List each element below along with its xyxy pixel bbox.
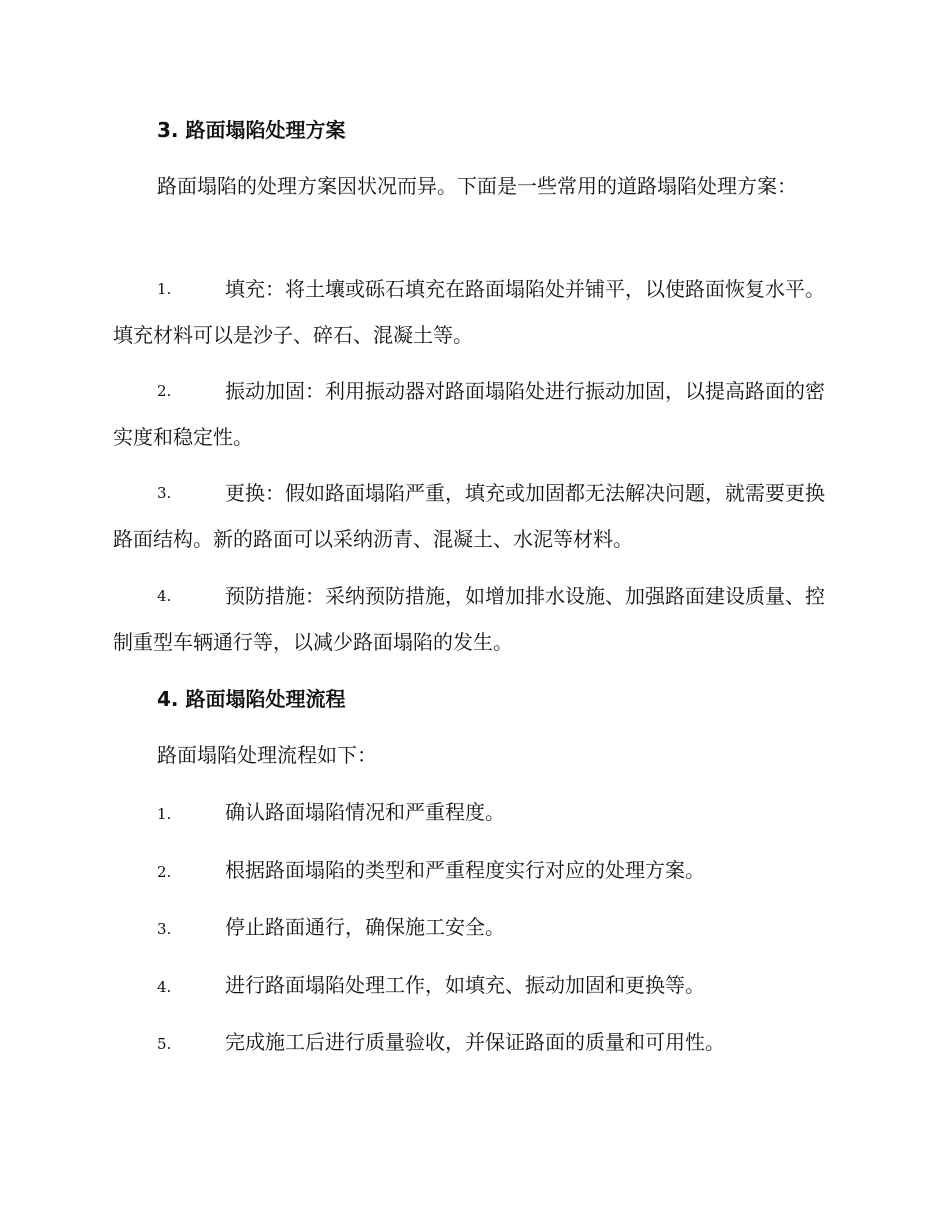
list-item-number: 4. xyxy=(157,978,172,996)
list-item-text: 填充：将土壤或砾石填充在路面塌陷处并铺平，以使路面恢复水平。填充材料可以是沙子、碎石、混凝土等。 xyxy=(113,277,825,347)
list-item-number: 2. xyxy=(157,382,172,400)
section-4-title: 4. 路面塌陷处理流程 xyxy=(157,687,346,711)
list-item-text: 停止路面通行，确保施工安全。 xyxy=(225,915,505,939)
list-item-text: 确认路面塌陷情况和严重程度。 xyxy=(225,800,505,824)
list-item-number: 2. xyxy=(157,863,172,881)
list-item-text: 根据路面塌陷的类型和严重程度实行对应的处理方案。 xyxy=(225,858,705,882)
section-4-intro: 路面塌陷处理流程如下： xyxy=(157,743,377,767)
list-item xyxy=(113,573,838,665)
list-item-text: 振动加固：利用振动器对路面塌陷处进行振动加固，以提高路面的密实度和稳定性。 xyxy=(113,379,825,449)
list-item xyxy=(113,470,838,562)
list-item-text: 更换：假如路面塌陷严重，填充或加固都无法解决问题，就需要更换路面结构。新的路面可以采纳沥青、混凝土、水泥等材料。 xyxy=(113,481,825,551)
list-item-number: 5. xyxy=(157,1035,172,1053)
section-3-intro: 路面塌陷的处理方案因状况而异。下面是一些常用的道路塌陷处理方案： xyxy=(157,174,797,198)
section-3-title: 3. 路面塌陷处理方案 xyxy=(157,118,346,142)
list-item xyxy=(113,266,838,358)
list-item-number: 4. xyxy=(157,587,172,605)
list-item-number: 1. xyxy=(157,805,172,823)
list-item xyxy=(113,368,838,460)
list-item-number: 3. xyxy=(157,484,172,502)
list-item-number: 1. xyxy=(157,280,172,298)
list-item-text: 进行路面塌陷处理工作，如填充、振动加固和更换等。 xyxy=(225,973,705,997)
list-item-text: 预防措施：采纳预防措施，如增加排水设施、加强路面建设质量、控制重型车辆通行等，以减少路面塌陷的发生。 xyxy=(113,584,825,654)
list-item-text: 完成施工后进行质量验收，并保证路面的质量和可用性。 xyxy=(225,1030,725,1054)
list-item-number: 3. xyxy=(157,920,172,938)
